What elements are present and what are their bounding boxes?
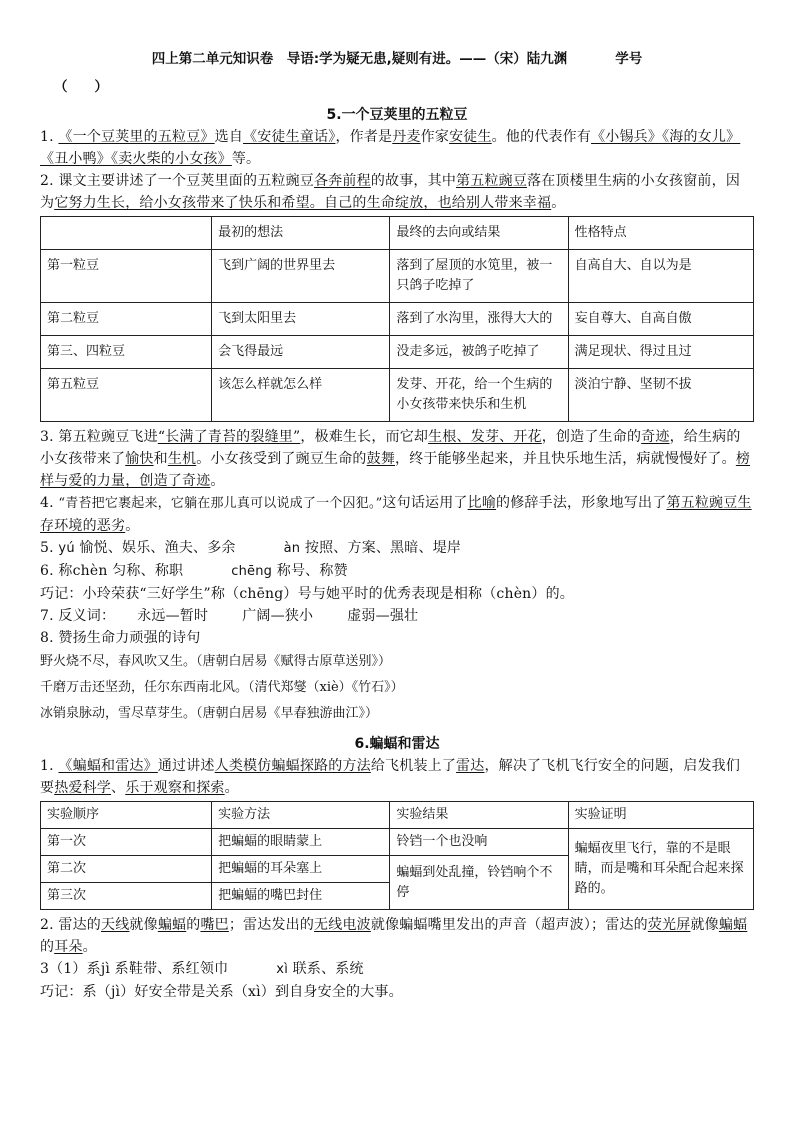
text: 1. xyxy=(40,758,59,774)
underlined-text: 安徒生 xyxy=(449,129,492,145)
page-header xyxy=(40,48,754,70)
text: 的修辞手法，形象地写出了 xyxy=(496,495,667,511)
table-cell: 落到了屋顶的水笕里，被一只鸽子吃掉了 xyxy=(390,250,568,303)
s5-paragraph-1 xyxy=(40,126,754,170)
text: 和 xyxy=(153,451,168,467)
table-cell: 把蝙蝠的耳朵塞上 xyxy=(212,856,390,883)
underlined-text: 生根、发芽、开花 xyxy=(428,429,542,445)
text: 联系、系统 xyxy=(292,961,364,977)
table-cell-proof: 蝙蝠夜里飞行，靠的不是眼睛，而是嘴和耳朵配合起来探路的。 xyxy=(568,829,753,910)
table-header-cell: 最终的去向或结果 xyxy=(390,217,568,250)
table-cell: 没走多远，被鸽子吃掉了 xyxy=(390,336,568,369)
table-row xyxy=(41,369,754,422)
text: 称号、称赞 xyxy=(276,563,348,579)
antonym-pair: 广阔—狭小 xyxy=(242,608,314,624)
text: 2. 雷达的 xyxy=(40,917,102,933)
table-cell: 淡泊宁静、坚韧不拔 xyxy=(568,369,753,422)
text: 的 xyxy=(40,939,55,955)
pinyin: chēng xyxy=(231,564,273,579)
text: 这句话运用了 xyxy=(382,495,468,511)
underlined-text: 耳朵 xyxy=(54,939,83,955)
section-title-6: 6.蝙蝠和雷达 xyxy=(354,736,440,752)
text: 6. 称chèn 匀称、称职 xyxy=(40,563,184,579)
table-header-cell xyxy=(41,217,212,250)
underlined-text: “长满了青苔的裂缝里” xyxy=(157,429,301,445)
text: 就像 xyxy=(690,917,719,933)
document-page xyxy=(40,48,754,1003)
text: 1. xyxy=(40,129,59,145)
s6-paragraph-3 xyxy=(40,958,754,981)
s5-paragraph-4 xyxy=(40,492,754,537)
s6-paragraph-1 xyxy=(40,755,754,799)
text: 5. xyxy=(40,540,54,556)
table-cell: 飞到太阳里去 xyxy=(212,303,390,336)
text: 7. 反义词： xyxy=(40,608,116,624)
underlined-text: 人类模仿蝙蝠探路的方法 xyxy=(214,758,371,774)
text: 3（1）系jì 系鞋带、系红领巾 xyxy=(40,961,229,977)
text: 给飞机装上了 xyxy=(370,758,457,774)
student-id-label: 学号 xyxy=(615,51,643,67)
text: 。 xyxy=(125,518,140,534)
underlined-text: 奇迹 xyxy=(641,429,670,445)
text: 。小女孩受到了豌豆生命的 xyxy=(196,451,367,467)
text: ，极难生长，而它却 xyxy=(300,429,429,445)
text: ，终于能够坐起来，并且快乐地生活，病就慢慢好了。 xyxy=(395,451,736,467)
underlined-text: 天线 xyxy=(101,917,130,933)
text: 。他的代表作有 xyxy=(491,129,592,145)
text: ；雷达发出的 xyxy=(228,917,315,933)
underlined-text: 各奔前程 xyxy=(314,173,371,189)
table-cell: 自高自大、自以为是 xyxy=(568,250,753,303)
poem-line: 野火烧不尽，春风吹又生。（唐朝白居易《赋得古原草送别》） xyxy=(40,654,392,669)
underlined-text: 第五粒豌豆 xyxy=(456,173,528,189)
header-title: 四上第二单元知识卷 导语:学为疑无患,疑则有进。——（宋）陆九渊 xyxy=(151,51,568,67)
table-header-cell: 实验证明 xyxy=(568,802,753,829)
s5-paragraph-8: 8. 赞扬生命力顽强的诗句 xyxy=(40,630,201,646)
text: 。 xyxy=(82,939,97,955)
table-header-cell: 实验结果 xyxy=(390,802,568,829)
underlined-text: 无线电波 xyxy=(314,917,371,933)
text: ，创造了生命的 xyxy=(541,429,642,445)
underlined-text: 丹麦 xyxy=(392,129,421,145)
experiment-table xyxy=(40,801,754,910)
s5-paragraph-3 xyxy=(40,426,754,492)
text: 就像 xyxy=(129,917,158,933)
table-header-row xyxy=(41,217,754,250)
underlined-text: 《蝙蝠和雷达》 xyxy=(58,758,158,774)
underlined-text: 蝙蝠 xyxy=(157,917,187,933)
table-cell: 铃铛一个也没响 xyxy=(390,829,568,856)
antonym-pair: 永远—暂时 xyxy=(137,608,209,624)
table-row xyxy=(41,829,754,856)
table-row xyxy=(41,303,754,336)
underlined-text: 蝙蝠 xyxy=(718,917,748,933)
text: ，给生病的小女孩带来了 xyxy=(40,429,741,467)
table-cell: 第三、四粒豆 xyxy=(41,336,212,369)
table-cell: 发芽、开花，给一个生病的小女孩带来快乐和生机 xyxy=(390,369,568,422)
table-header-cell: 性格特点 xyxy=(568,217,753,250)
pinyin: àn xyxy=(283,541,301,556)
text: 按照、方案、黑暗、堤岸 xyxy=(304,540,462,556)
table-cell: 把蝙蝠的眼睛蒙上 xyxy=(212,829,390,856)
text: 等。 xyxy=(231,151,261,167)
text: 的 xyxy=(186,917,201,933)
text: 。 xyxy=(224,780,239,796)
text: 落在顶楼里生病的小女孩窗前，因为 xyxy=(40,173,741,211)
underlined-text: 《小锡兵》《海的女儿》《丑小鸭》《卖火柴的小女孩》 xyxy=(40,129,741,167)
table-row xyxy=(41,250,754,303)
text: ，作者是 xyxy=(335,129,393,145)
text: ，解决了飞机飞行安全的问题，启发我们要 xyxy=(40,758,741,796)
table-cell: 第二次 xyxy=(41,856,212,883)
table-cell: 第一次 xyxy=(41,829,212,856)
quote-text: “青苔把它裹起来，它躺在那儿真可以说成了一个囚犯。” xyxy=(58,496,383,511)
antonym-pair: 虚弱—强壮 xyxy=(347,608,419,624)
table-cell: 第三次 xyxy=(41,883,212,910)
table-cell: 妄自尊大、自高自傲 xyxy=(568,303,753,336)
table-cell: 把蝙蝠的嘴巴封住 xyxy=(212,883,390,910)
table-cell: 会飞得最远 xyxy=(212,336,390,369)
underlined-text: 《一个豆荚里的五粒豆》 xyxy=(58,129,215,145)
underlined-text: 生机 xyxy=(167,451,197,467)
poem-line: 千磨万击还坚劲，任尔东西南北风。（清代郑燮（xiè）《竹石》） xyxy=(40,680,404,695)
table-header-row xyxy=(41,802,754,829)
underlined-text: 比喻 xyxy=(467,495,497,511)
s5-memory-tip: 巧记：小玲荣获“三好学生”称（chēng）号与她平时的优秀表现是相称（chèn）的。 xyxy=(40,586,574,602)
underlined-text: 鼓舞 xyxy=(366,451,396,467)
underlined-text: 愉快 xyxy=(125,451,154,467)
peas-table xyxy=(40,216,754,422)
poem-line: 冰销泉脉动，雪尽草芽生。（唐朝白居易《早春独游曲江》） xyxy=(40,706,379,721)
text: 。 xyxy=(210,473,225,489)
student-id-blank: （ ） xyxy=(54,79,108,95)
underlined-text: 《安徒生童话》 xyxy=(243,129,336,145)
pinyin: yú xyxy=(58,541,75,556)
text: 的故事，其中 xyxy=(370,173,457,189)
text: 3. 第五粒豌豆飞进 xyxy=(40,429,158,445)
underlined-text: 第五粒豌豆生存环境的恶劣 xyxy=(40,495,752,534)
table-cell: 飞到广阔的世界里去 xyxy=(212,250,390,303)
s6-paragraph-2 xyxy=(40,914,754,958)
underlined-text: 热爱科学 xyxy=(54,780,112,796)
table-cell: 第五粒豆 xyxy=(41,369,212,422)
table-cell: 第二粒豆 xyxy=(41,303,212,336)
table-row xyxy=(41,336,754,369)
table-cell: 该怎么样就怎么样 xyxy=(212,369,390,422)
text: 愉悦、娱乐、渔夫、多余 xyxy=(79,540,236,556)
table-cell: 第一粒豆 xyxy=(41,250,212,303)
text: 4. xyxy=(40,495,59,511)
pinyin: xì xyxy=(276,962,289,977)
underlined-text: 嘴巴 xyxy=(200,917,229,933)
underlined-text: 荧光屏 xyxy=(647,917,691,933)
underlined-text: 榜样与爱的力量，创造了奇迹 xyxy=(40,451,751,489)
table-cell: 蝙蝠到处乱撞，铃铛响个不停 xyxy=(390,856,568,910)
s5-paragraph-6 xyxy=(40,560,754,583)
text: 选自 xyxy=(214,129,244,145)
underlined-text: 乐于观察和探索 xyxy=(125,780,225,796)
text: 2. 课文主要讲述了一个豆荚里面的五粒豌豆 xyxy=(40,173,315,189)
underlined-text: 它努力生长，给小女孩带来了快乐和希望。自己的生命绽放，也给别人带来幸福 xyxy=(54,195,552,211)
underlined-text: 雷达 xyxy=(456,758,485,774)
text: 通过讲述 xyxy=(157,758,215,774)
table-cell: 落到了水沟里，涨得大大的 xyxy=(390,303,568,336)
text: 、 xyxy=(111,780,126,796)
table-header-cell: 最初的想法 xyxy=(212,217,390,250)
s5-paragraph-2 xyxy=(40,170,754,214)
text: 就像蝙蝠嘴里发出的声音（超声波）；雷达的 xyxy=(370,917,648,933)
table-header-cell: 实验顺序 xyxy=(41,802,212,829)
text: 。 xyxy=(551,195,566,211)
table-header-cell: 实验方法 xyxy=(212,802,390,829)
s5-paragraph-7 xyxy=(40,605,754,627)
s5-paragraph-5 xyxy=(40,537,754,560)
text: 作家 xyxy=(420,129,450,145)
s6-memory-tip: 巧记：系（jì）好安全带是关系（xì）到自身安全的大事。 xyxy=(40,984,403,1000)
table-cell: 满足现状、得过且过 xyxy=(568,336,753,369)
section-title-5: 5.一个豆荚里的五粒豆 xyxy=(326,107,468,123)
